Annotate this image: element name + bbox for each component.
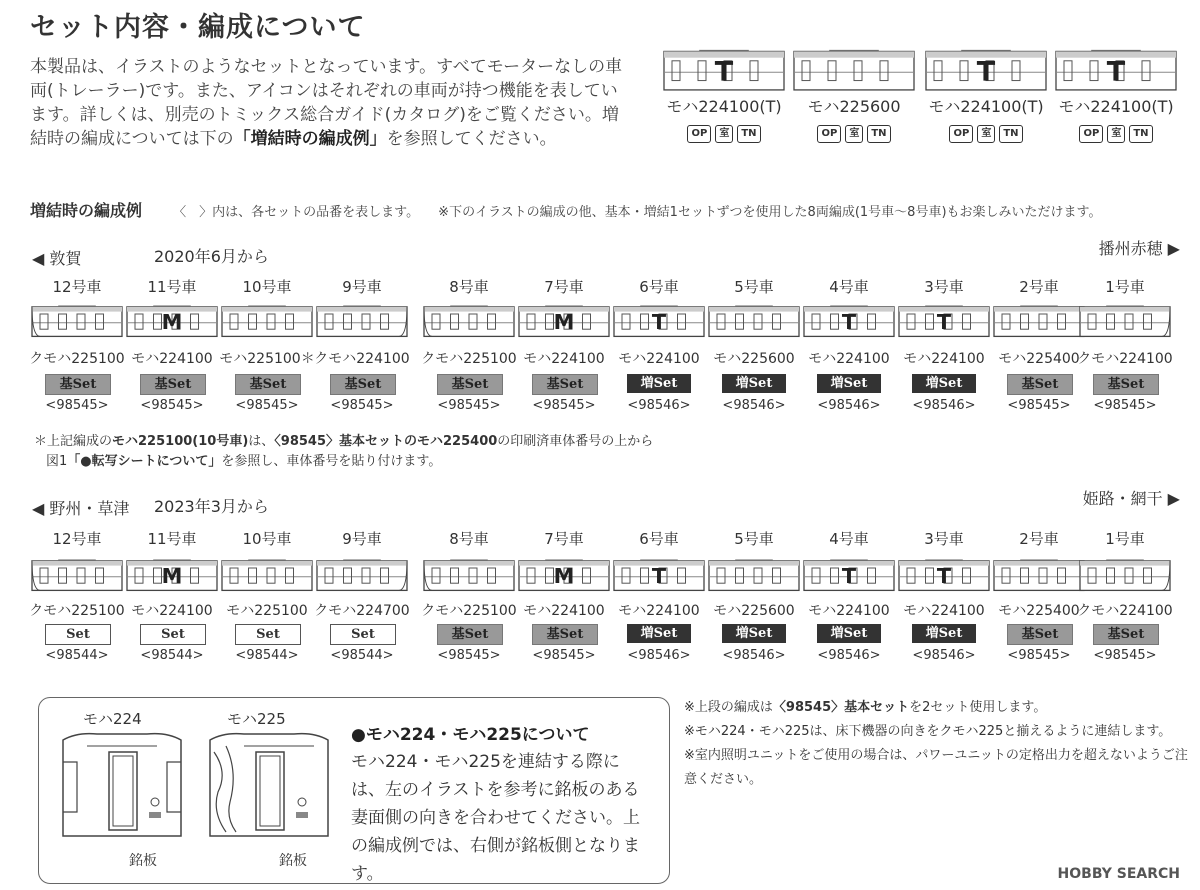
car-number: 4号車 xyxy=(829,530,869,548)
feature-icon-TN: TN xyxy=(1129,125,1152,143)
car-number: 1号車 xyxy=(1105,530,1145,548)
car-number: 12号車 xyxy=(52,278,102,296)
set-badge: 基Set xyxy=(1007,374,1073,395)
feature-icon-OP: OP xyxy=(817,125,841,143)
car-model: モハ224100 xyxy=(903,351,985,367)
product-code: <98545> xyxy=(45,398,109,413)
feature-icon-OP: OP xyxy=(687,125,711,143)
car-illustration xyxy=(220,552,314,596)
car-number: 5号車 xyxy=(734,278,774,296)
car-illustration xyxy=(992,552,1086,596)
car-number: 2号車 xyxy=(1019,530,1059,548)
set-badge: 基Set xyxy=(437,374,503,395)
page-title: セット内容・編成について xyxy=(30,12,366,43)
car-body-illustration xyxy=(315,298,409,338)
car-body-illustration xyxy=(422,298,516,338)
car-illustration xyxy=(1078,298,1172,342)
f1-footnote1d: 〈98545〉基本セットのモハ225400 xyxy=(274,434,498,449)
feature-icons xyxy=(792,125,916,143)
car-body-illustration xyxy=(802,552,896,592)
car-model: モハ224100 xyxy=(618,351,700,367)
feature-icon-室: 室 xyxy=(845,125,863,143)
product-code: <98545> xyxy=(1093,648,1157,663)
set-badge: 増Set xyxy=(912,624,976,643)
set-badge: 基Set xyxy=(1007,624,1073,645)
car-model: モハ225600 xyxy=(713,351,795,367)
car-body-illustration xyxy=(662,40,786,92)
car-mark: M xyxy=(161,564,183,589)
car-body-illustration xyxy=(992,552,1086,592)
car-number: 9号車 xyxy=(342,278,382,296)
set-badge: 基Set xyxy=(437,624,503,645)
product-code: <98545> xyxy=(1007,398,1071,413)
set-badge: 基Set xyxy=(532,624,598,645)
feature-icon-TN: TN xyxy=(867,125,890,143)
f1-footnote1c: は、 xyxy=(248,434,275,449)
example-heading: 増結時の編成例 xyxy=(30,201,143,220)
set-badge: 基Set xyxy=(235,374,301,395)
set-car-3 xyxy=(924,40,1048,143)
car-body-illustration xyxy=(612,552,706,592)
moha224-end-illustration xyxy=(57,732,187,840)
f1-left-dest: ◀ 敦賀 xyxy=(32,249,82,268)
car-illustration xyxy=(422,552,516,596)
moha224-label: モハ224 xyxy=(83,710,142,728)
car-illustration xyxy=(315,298,409,342)
car-body-illustration xyxy=(30,552,124,592)
product-code: <98544> xyxy=(330,648,394,663)
feature-icon-室: 室 xyxy=(977,125,995,143)
car-model: モハ224100 xyxy=(523,351,605,367)
info-box xyxy=(38,697,670,884)
car-body-illustration xyxy=(517,298,611,338)
set-badge: 増Set xyxy=(722,374,786,393)
product-code: <98545> xyxy=(140,398,204,413)
f1-footnote1b: モハ225100(10号車) xyxy=(112,434,249,449)
car-model: モハ225400 xyxy=(998,603,1080,619)
car-number: 9号車 xyxy=(342,530,382,548)
car-body-illustration xyxy=(422,552,516,592)
intro-text xyxy=(30,55,630,151)
product-code: <98546> xyxy=(722,648,786,663)
car-mark: T xyxy=(936,310,952,335)
note-2: ※モハ224・モハ225は、床下機器の向きをクモハ225と揃えるように連結します。 xyxy=(684,724,1172,739)
car-mark: M xyxy=(161,310,183,335)
car-body-illustration xyxy=(125,298,219,338)
car-model: クモハ224100 xyxy=(1077,603,1173,619)
car-number: 8号車 xyxy=(449,530,489,548)
set-badge: Set xyxy=(45,624,111,645)
set-cars xyxy=(662,40,1192,160)
car-illustration xyxy=(612,552,706,596)
box-text: モハ224・モハ225を連結する際には、左のイラストを参考に銘板のある妻面側の向きを合わせてください。上の編成例では、右側が銘板側となります。 xyxy=(351,752,640,884)
feature-icon-室: 室 xyxy=(1107,125,1125,143)
feature-icon-OP: OP xyxy=(1079,125,1103,143)
car-illustration xyxy=(30,298,124,342)
car-number: 7号車 xyxy=(544,530,584,548)
car-illustration xyxy=(707,552,801,596)
car-model: モハ224100 xyxy=(808,603,890,619)
product-code: <98546> xyxy=(912,398,976,413)
car-illustration xyxy=(1078,552,1172,596)
car-mark: T xyxy=(1106,56,1126,88)
car-body-illustration xyxy=(30,298,124,338)
product-code: <98546> xyxy=(817,648,881,663)
car-illustration xyxy=(802,298,896,342)
hobby-search-logo: HOBBY SEARCH xyxy=(1057,866,1180,882)
car-model: クモハ225100 xyxy=(421,351,517,367)
set-car-label: モハ225600 xyxy=(807,97,901,116)
product-code: <98544> xyxy=(45,648,109,663)
product-code: <98545> xyxy=(1007,648,1071,663)
f1-date: 2020年6月から xyxy=(154,247,269,266)
car-illustration xyxy=(220,298,314,342)
product-code: <98545> xyxy=(532,398,596,413)
car-body-illustration xyxy=(315,552,409,592)
feature-icons xyxy=(1054,125,1178,143)
product-code: <98545> xyxy=(235,398,299,413)
set-car-label: モハ224100(T) xyxy=(666,97,782,116)
set-car-1 xyxy=(662,40,786,143)
car-mark: M xyxy=(553,564,575,589)
car-number: 6号車 xyxy=(639,278,679,296)
car-model: モハ224100 xyxy=(618,603,700,619)
feature-icon-TN: TN xyxy=(999,125,1022,143)
car-illustration xyxy=(612,298,706,342)
car-body-illustration xyxy=(897,298,991,338)
car-number: 11号車 xyxy=(147,278,197,296)
car-model: クモハ225100 xyxy=(29,351,125,367)
feature-icon-OP: OP xyxy=(949,125,973,143)
set-car-label: モハ224100(T) xyxy=(928,97,1044,116)
car-body-illustration xyxy=(125,552,219,592)
car-illustration xyxy=(707,298,801,342)
car-number: 5号車 xyxy=(734,530,774,548)
car-model: クモハ225100 xyxy=(29,603,125,619)
f2-right-dest: 姫路・網干 ▶ xyxy=(1082,489,1180,508)
car-illustration xyxy=(897,298,991,342)
feature-icons xyxy=(924,125,1048,143)
product-code: <98545> xyxy=(437,648,501,663)
set-badge: 増Set xyxy=(722,624,786,643)
car-model: モハ225400 xyxy=(998,351,1080,367)
car-model: クモハ224100 xyxy=(314,351,410,367)
note-1b: 〈98545〉基本セット xyxy=(772,700,910,715)
car-mark: T xyxy=(841,564,857,589)
moha225-label: モハ225 xyxy=(227,710,286,728)
set-badge: Set xyxy=(235,624,301,645)
set-badge: 基Set xyxy=(140,374,206,395)
car-mark: T xyxy=(651,564,667,589)
car-model: クモハ224100 xyxy=(1077,351,1173,367)
car-number: 6号車 xyxy=(639,530,679,548)
note-1c: を2セット使用します。 xyxy=(909,700,1047,715)
moha225-end-illustration xyxy=(204,732,334,840)
car-model: クモハ225100 xyxy=(421,603,517,619)
set-badge: Set xyxy=(140,624,206,645)
car-number: 10号車 xyxy=(242,530,292,548)
feature-icon-TN: TN xyxy=(737,125,760,143)
car-mark: T xyxy=(651,310,667,335)
car-body-illustration xyxy=(707,552,801,592)
f2-left-dest: ◀ 野州・草津 xyxy=(32,499,130,518)
set-badge: 基Set xyxy=(1093,374,1159,395)
car-illustration xyxy=(315,552,409,596)
product-code: <98546> xyxy=(627,398,691,413)
car-number: 1号車 xyxy=(1105,278,1145,296)
set-badge: 増Set xyxy=(627,374,691,393)
intro-part1: 本製品は、イラストのようなセットとなっています。すべてモーターなしの車両(トレーラー)です。また、アイコンはそれぞれの車両が持つ機能を表しています。詳しくは、別売のトミックス総合ガイド(カタログ)をご覧ください。増結時の編成については下の xyxy=(30,57,623,149)
product-code: <98546> xyxy=(627,648,691,663)
product-code: <98545> xyxy=(437,398,501,413)
car-illustration xyxy=(30,552,124,596)
product-code: <98545> xyxy=(330,398,394,413)
intro-part3: を参照してください。 xyxy=(386,129,557,149)
car-model: モハ224100 xyxy=(523,603,605,619)
car-body-illustration xyxy=(924,40,1048,92)
car-mark: M xyxy=(553,310,575,335)
car-model: モハ224100 xyxy=(808,351,890,367)
car-body-illustration xyxy=(612,298,706,338)
set-badge: 増Set xyxy=(912,374,976,393)
set-badge: 基Set xyxy=(532,374,598,395)
car-number: 12号車 xyxy=(52,530,102,548)
car-model: モハ224100 xyxy=(903,603,985,619)
car-body-illustration xyxy=(1054,40,1178,92)
car-illustration xyxy=(125,552,219,596)
car-body-illustration xyxy=(1078,298,1172,338)
feature-icons xyxy=(662,125,786,143)
f1-footnote1e: の印刷済車体番号の上から xyxy=(497,434,654,449)
car-body-illustration xyxy=(802,298,896,338)
car-number: 8号車 xyxy=(449,278,489,296)
example-heading-row xyxy=(30,198,1101,221)
car-body-illustration xyxy=(707,298,801,338)
f1-footnote xyxy=(34,432,653,472)
car-illustration xyxy=(125,298,219,342)
f1-right-dest: 播州赤穂 ▶ xyxy=(1098,239,1180,258)
car-number: 3号車 xyxy=(924,530,964,548)
product-code: <98544> xyxy=(140,648,204,663)
car-body-illustration xyxy=(992,298,1086,338)
car-illustration xyxy=(897,552,991,596)
car-number: 10号車 xyxy=(242,278,292,296)
f1-footnote1a: ＊上記編成の xyxy=(34,434,113,449)
set-badge: Set xyxy=(330,624,396,645)
note-3: ※室内照明ユニットをご使用の場合は、パワーユニットの定格出力を超えないようご注意ください。 xyxy=(684,748,1188,787)
note-1 xyxy=(684,696,1194,720)
car-body-illustration xyxy=(792,40,916,92)
car-illustration xyxy=(517,298,611,342)
car-body-illustration xyxy=(897,552,991,592)
car-model: モハ225100＊ xyxy=(219,351,315,367)
car-illustration xyxy=(517,552,611,596)
set-car-label: モハ224100(T) xyxy=(1058,97,1174,116)
car-number: 3号車 xyxy=(924,278,964,296)
car-model: モハ225100 xyxy=(226,603,308,619)
car-body-illustration xyxy=(220,552,314,592)
feature-icon-室: 室 xyxy=(715,125,733,143)
notes xyxy=(684,696,1194,792)
set-car-2 xyxy=(792,40,916,143)
car-body-illustration xyxy=(517,552,611,592)
car-body-illustration xyxy=(220,298,314,338)
car-mark: T xyxy=(841,310,857,335)
car-mark: T xyxy=(936,564,952,589)
car-illustration xyxy=(992,298,1086,342)
note-1a: ※上段の編成は xyxy=(684,700,773,715)
product-code: <98545> xyxy=(1093,398,1157,413)
f2-date: 2023年3月から xyxy=(154,497,269,516)
box-title: ●モハ224・モハ225について xyxy=(351,725,590,745)
car-number: 4号車 xyxy=(829,278,869,296)
car-model: モハ224100 xyxy=(131,351,213,367)
product-code: <98546> xyxy=(722,398,786,413)
car-illustration xyxy=(422,298,516,342)
intro-part2: 「増結時の編成例」 xyxy=(233,129,387,149)
product-code: <98546> xyxy=(817,398,881,413)
f1-footnote2b: 「●転写シートについて」 xyxy=(67,454,222,469)
car-illustration xyxy=(802,552,896,596)
set-badge: 基Set xyxy=(45,374,111,395)
set-badge: 増Set xyxy=(627,624,691,643)
product-code: <98546> xyxy=(912,648,976,663)
moha225-plate-label: 銘板 xyxy=(279,853,307,869)
set-badge: 基Set xyxy=(1093,624,1159,645)
car-number: 11号車 xyxy=(147,530,197,548)
moha224-plate-label: 銘板 xyxy=(129,853,157,869)
set-badge: 基Set xyxy=(330,374,396,395)
car-number: 2号車 xyxy=(1019,278,1059,296)
other-note: ※下のイラストの編成の他、基本・増結1セットずつを使用した8両編成(1号車〜8号車)もお楽しみいただけます。 xyxy=(438,205,1102,220)
car-model: モハ225600 xyxy=(713,603,795,619)
car-model: クモハ224700 xyxy=(314,603,410,619)
product-code: <98545> xyxy=(532,648,596,663)
set-badge: 増Set xyxy=(817,624,881,643)
car-model: モハ224100 xyxy=(131,603,213,619)
set-badge: 増Set xyxy=(817,374,881,393)
product-code: <98544> xyxy=(235,648,299,663)
car-mark: T xyxy=(976,56,996,88)
car-mark: T xyxy=(714,56,734,88)
car-body-illustration xyxy=(1078,552,1172,592)
car-number: 7号車 xyxy=(544,278,584,296)
set-car-4 xyxy=(1054,40,1178,143)
f1-footnote2c: を参照し、車体番号を貼り付けます。 xyxy=(221,454,442,469)
f1-footnote2a: 図1 xyxy=(46,454,68,469)
bracket-note: 〈 〉内は、各セットの品番を表します。 xyxy=(173,205,420,220)
